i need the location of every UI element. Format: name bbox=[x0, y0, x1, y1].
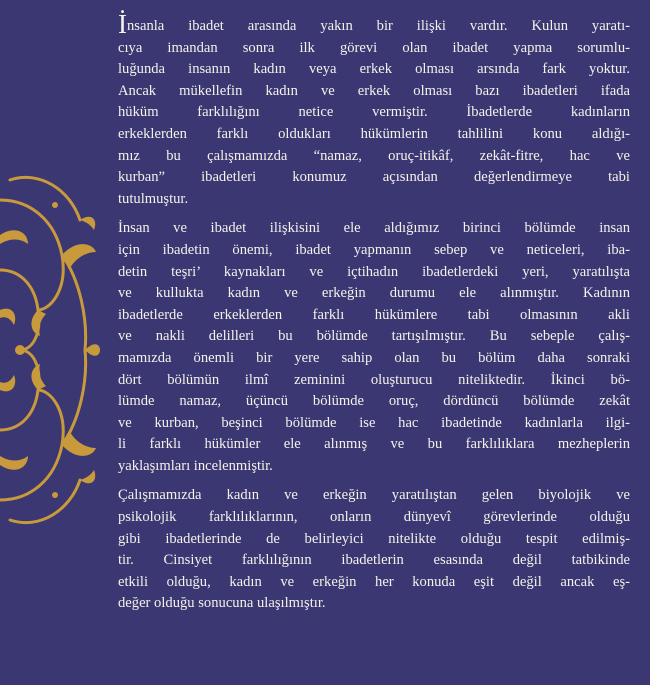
text-line: mamızda önemli bir yere sahip olan bu bölüm daha sonraki bbox=[118, 349, 630, 366]
text-line: değer olduğu sonucuna ulaşılmıştır. bbox=[118, 595, 326, 612]
text-line: li farklı hükümler ele alınmış ve bu farklılıklara mezheplerin bbox=[118, 436, 630, 453]
text-line: kurban” ibadetleri konumuz açısından değerlendirmeye tabi bbox=[118, 169, 630, 186]
paragraph-3 bbox=[118, 485, 630, 615]
text-line: ve kurban, beşinci bölümde ise hac ibadetinde kadınlarla ilgi- bbox=[118, 414, 630, 431]
text-line: Çalışmamızda kadın ve erkeğin yaratılıştan gelen biyolojik ve bbox=[118, 487, 630, 504]
paragraph-2 bbox=[118, 218, 630, 477]
text-line: dört bölümün ilmî zeminini oluşturucu niteliktedir. İkinci bö- bbox=[118, 371, 630, 388]
golden-arabesque-ornament bbox=[0, 160, 100, 540]
paragraph-1 bbox=[118, 9, 630, 210]
text-line: luğunda insanın kadın veya erkek olması arsında fark yoktur. bbox=[118, 61, 630, 78]
text-line: etkili olduğu, kadın ve erkeğin her konuda eşit değil ancak eş- bbox=[118, 573, 630, 590]
text-line: tir. Cinsiyet farklılığının ibadetlerin esasında değil tatbikinde bbox=[118, 552, 630, 569]
text-line: mız bu çalışmamızda “namaz, oruç-itikâf, zekât-fitre, hac ve bbox=[118, 147, 630, 164]
text-line: ve kullukta kadın ve erkeğin durumu ele alınmıştır. Kadının bbox=[118, 285, 630, 302]
text-line: lümde namaz, üçüncü bölümde oruç, dördüncü bölümde zekât bbox=[118, 393, 630, 410]
text-line: ibadetlerde erkeklerden farklı hükümlere tabi olmasının akli bbox=[118, 306, 630, 323]
text-line: detin teşri’ kaynakları ve içtihadın ibadetlerdeki yeri, yaratılışta bbox=[118, 263, 630, 280]
text-line: Ancak mükellefin kadın ve erkek olması bazı ibadetleri ifada bbox=[118, 82, 630, 99]
text-line: için ibadetin önemi, ibadet yapmanın sebep ve neticeleri, iba- bbox=[118, 241, 630, 258]
text-line: cıya imandan sonra ilk görevi olan ibadet yapma sorumlu- bbox=[118, 39, 630, 56]
drop-cap: İ bbox=[118, 9, 127, 39]
text-line: hüküm farklılığını netice vermiştir. İbadetlerde kadınların bbox=[118, 104, 630, 121]
text-line: nsanla ibadet arasında yakın bir ilişki vardır. Kulun yaratı- bbox=[127, 18, 630, 34]
body-text bbox=[118, 9, 630, 623]
text-line: İnsan ve ibadet ilişkisini ele aldığımız birinci bölümde insan bbox=[118, 220, 630, 237]
text-line: tutulmuştur. bbox=[118, 190, 189, 207]
text-line: yaklaşımları incelenmiştir. bbox=[118, 457, 273, 474]
text-line: gibi ibadetlerinde de belirleyici nitelikte olduğu tespit edilmiş- bbox=[118, 530, 630, 547]
text-line: ve nakli delilleri bu bölümde tartışılmıştır. Bu sebeple çalış- bbox=[118, 328, 630, 345]
text-line: erkeklerden farklı oldukları hükümlerin tahlilini konu aldığı- bbox=[118, 125, 630, 142]
text-line: psikolojik farklılıklarının, onların dünyevî görevlerinde olduğu bbox=[118, 509, 630, 526]
